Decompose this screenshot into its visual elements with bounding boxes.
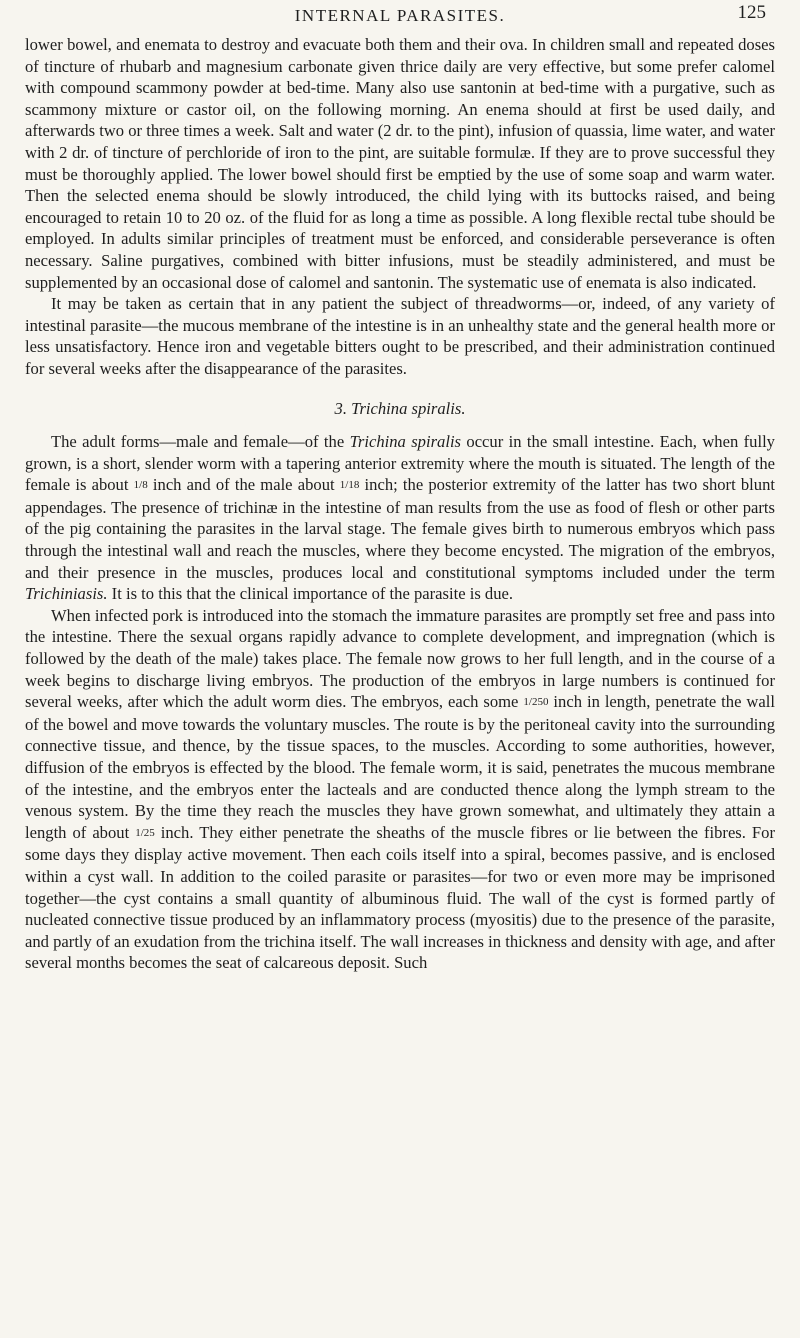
body-text	[25, 34, 775, 974]
fraction-embryo-length: 1/250	[523, 696, 549, 709]
fraction-grown-length: 1/25	[135, 826, 155, 839]
paragraph-trichina-migration: When infected pork is introduced into the stomach the immature parasites are promptly set free and pass into the intestine. There the sexual organs rapidly advance to complete development, and impregnation (which is followed by the death of the male) takes place. The female now grows to her full length, and in the course of a week begins to discharge living embryos. The production of the embryos in large numbers is continued for several weeks, after which the adult worm dies. The embryos, each some 1/250 inch in length, penetrate the wall of the bowel and move towards the voluntary muscles. The route is by the peritoneal cavity into the surrounding connective tissue, and thence, by the tissue spaces, to the muscles. According to some authorities, however, diffusion of the embryos is effected by the blood. The female worm, it is said, penetrates the mucous membrane of the intestine, and the embryos enter the lacteals and are conducted thence along the lymph stream to the venous system. By the time they reach the muscles they have grown somewhat, and ultimately they attain a length of about 1/25 inch. They either penetrate the sheaths of the muscle fibres or lie between the fibres. For some days they display active movement. Then each coils itself into a spiral, becomes passive, and is enclosed within a cyst wall. In addition to the coiled parasite or parasites—for two or even more may be imprisoned together—the cyst contains a small quantity of albuminous fluid. The wall of the cyst is formed partly of nucleated connective tissue produced by an inflammatory process (myositis) due to the presence of the parasite, and partly of an exudation from the trichina itself. The wall increases in thickness and density with age, and after several months becomes the seat of calcareous deposit. Such	[25, 605, 775, 973]
paragraph-trichina-adult-forms: The adult forms—male and female—of the Trichina spiralis occur in the small intestine. Each, when fully grown, is a short, slender worm with a tapering anterior extremity where the mouth is situated. The length of the female is about 1/8 inch and of the male about 1/18 inch; the posterior extremity of the latter has two short blunt appendages. The presence of trichinæ in the intestine of man results from the use as food of flesh or other parts of the pig containing the parasites in the larval stage. The female gives birth to numerous embryos which pass through the intestinal wall and reach the muscles, where they become encysted. The migration of the embryos, and their presence in the muscles, produces local and constitutional symptoms included under the term Trichiniasis. It is to this that the clinical importance of the parasite is due.	[25, 432, 775, 604]
fraction-male-length: 1/18	[339, 479, 360, 492]
fraction-female-length: 1/8	[133, 479, 148, 492]
page-number: 125	[737, 2, 766, 23]
running-head: INTERNAL PARASITES.	[294, 6, 506, 25]
paragraph-enemata: lower bowel, and enemata to destroy and evacuate both them and their ova. In children small and repeated doses of tincture of rhubarb and magnesium carbonate given thrice daily are very effective, but some prefer calomel with compound scammony powder at bed-time. Many also use santonin at bed-time with a purgative, such as scammony mixture or castor oil, on the following morning. An enema should at first be used daily, and afterwards two or three times a week. Salt and water (2 dr. to the pint), infusion of quassia, lime water, and water with 2 dr. of tincture of perchloride of iron to the pint, are suitable formulæ. If they are to prove successful they must be thoroughly applied. The lower bowel should first be emptied by the use of some soap and warm water. Then the selected enema should be slowly introduced, the child lying with its buttocks raised, and being encouraged to retain 10 to 20 oz. of the fluid for as long a time as possible. A long flexible rectal tube should be employed. In adults similar principles of treatment must be enforced, and considerable perseverance is often necessary. Saline purgatives, combined with bitter infusions, must be steadily administered, and must be supplemented by an occasional dose of calomel and santonin. The systematic use of enemata is also indicated.	[25, 35, 775, 292]
paragraph-threadworms-general-health: It may be taken as certain that in any patient the subject of threadworms—or, indeed, of any variety of intestinal parasite—the mucous membrane of the intestine is in an unhealthy state and the general health more or less unsatisfactory. Hence iron and vegetable bitters ought to be prescribed, and their administration continued for several weeks after the disappearance of the parasites.	[25, 294, 775, 378]
section-heading-trichina: 3. Trichina spiralis.	[334, 398, 466, 418]
